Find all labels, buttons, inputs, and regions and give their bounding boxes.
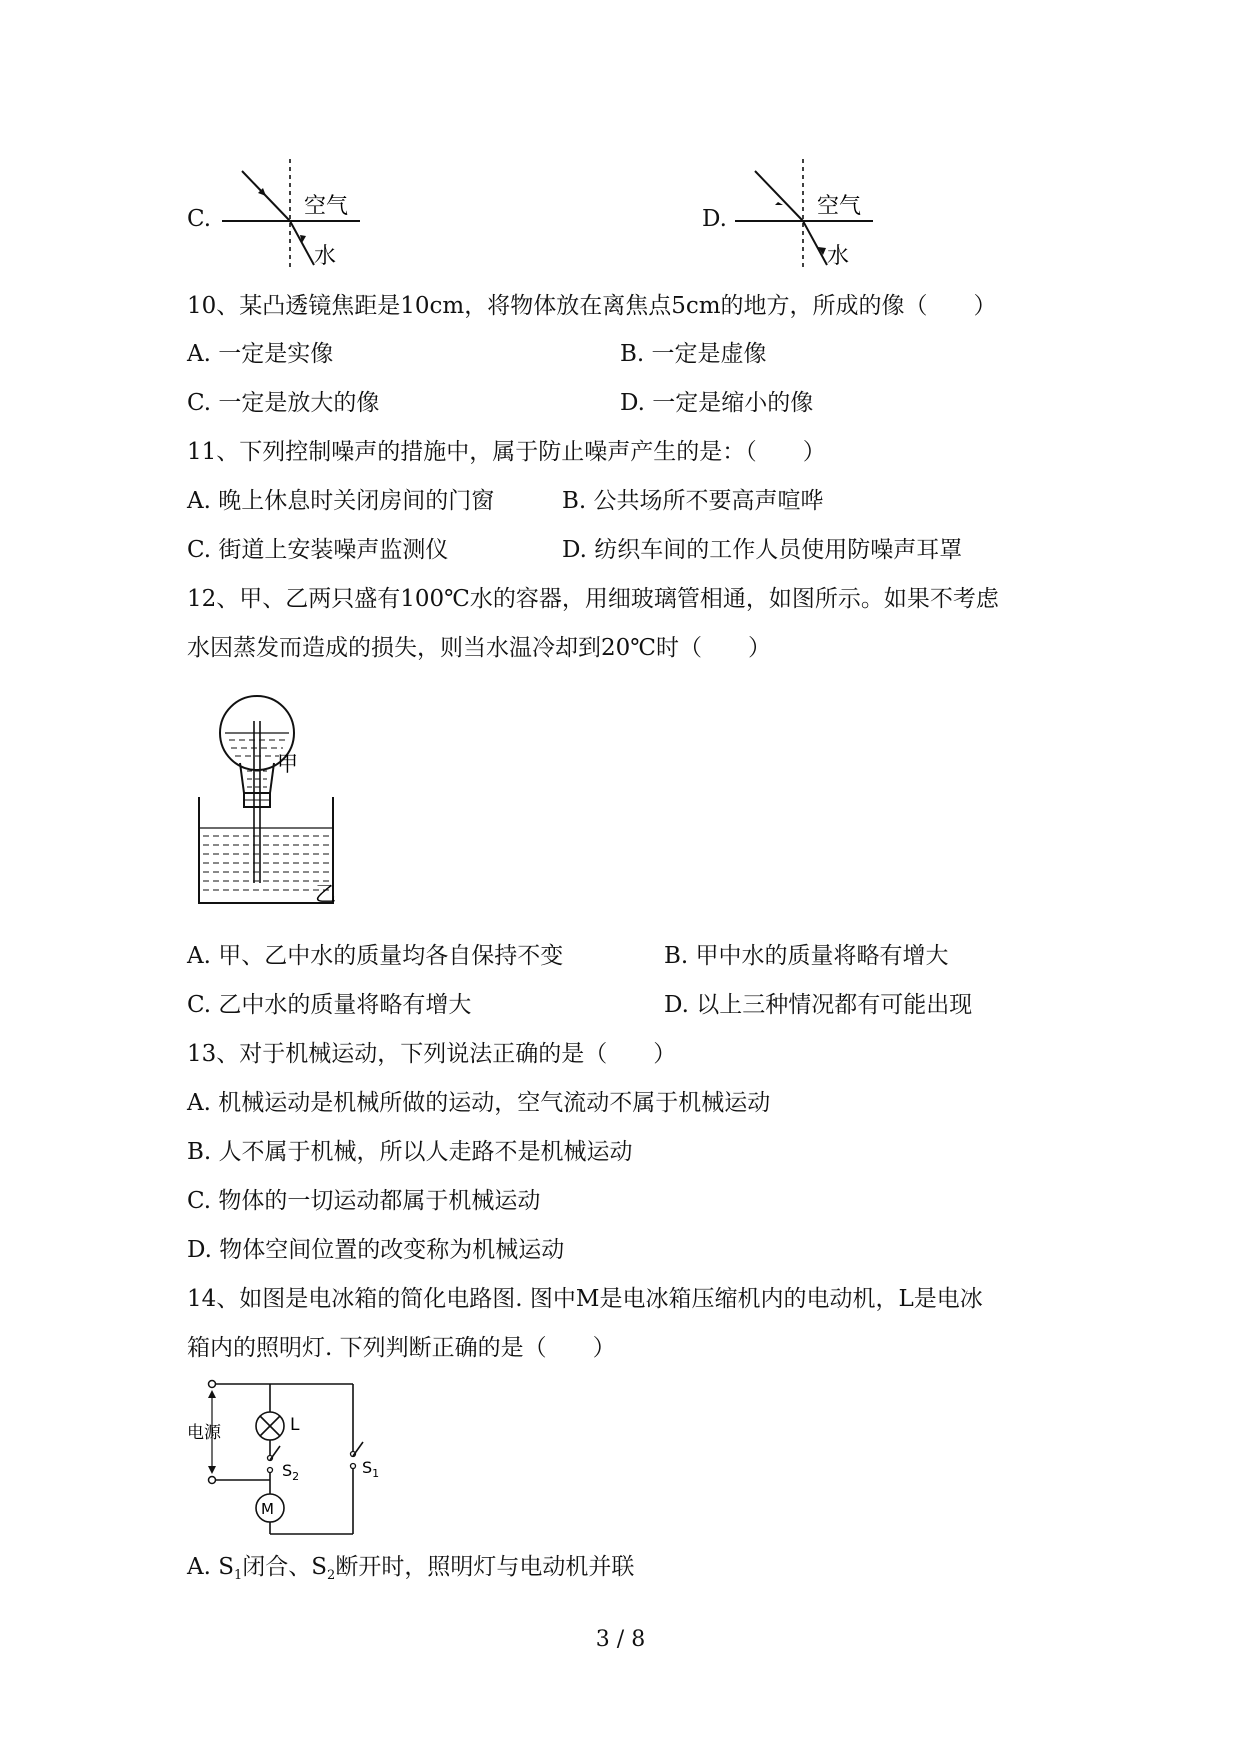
q9-option-d-label: D. (702, 206, 727, 232)
q14-stem-line1: 14、如图是电冰箱的简化电路图. 图中M是电冰箱压缩机内的电动机，L是电冰 (187, 1286, 983, 1312)
q14-stem-line2: 箱内的照明灯. 下列判断正确的是（ ） (187, 1335, 616, 1361)
q14-label-s1: $S_1$ (362, 1458, 380, 1480)
q9-option-d-diagram (735, 155, 875, 275)
q9-c-air-label: 空气 (304, 194, 349, 219)
q11-option-c: C. 街道上安装噪声监测仪 (187, 537, 449, 563)
q10-option-c: C. 一定是放大的像 (187, 390, 380, 416)
q9-d-water-label: 水 (827, 244, 850, 269)
q12-option-d: D. 以上三种情况都有可能出现 (664, 992, 973, 1018)
q14-label-M: M (261, 1500, 274, 1518)
q13-stem: 13、对于机械运动，下列说法正确的是（ ） (187, 1041, 677, 1067)
q10-option-a: A. 一定是实像 (187, 341, 334, 367)
q12-label-jia: 甲 (277, 752, 298, 776)
q13-option-d: D. 物体空间位置的改变称为机械运动 (187, 1237, 565, 1263)
q13-option-c: C. 物体的一切运动都属于机械运动 (187, 1188, 541, 1214)
q12-container-diagram (195, 693, 345, 913)
q9-c-water-label: 水 (314, 244, 337, 269)
q12-option-c: C. 乙中水的质量将略有增大 (187, 992, 472, 1018)
q11-option-a: A. 晚上休息时关闭房间的门窗 (187, 488, 495, 514)
q9-d-air-label: 空气 (817, 194, 862, 219)
q14-label-source: 电源 (187, 1423, 221, 1443)
q11-stem: 11、下列控制噪声的措施中，属于防止噪声产生的是：（ ） (187, 439, 826, 465)
q13-option-b: B. 人不属于机械，所以人走路不是机械运动 (187, 1139, 633, 1165)
q12-option-b: B. 甲中水的质量将略有增大 (664, 943, 949, 969)
q14-label-L: L (290, 1415, 300, 1435)
q14-circuit-diagram (185, 1372, 385, 1542)
q12-stem-line2: 水因蒸发而造成的损失，则当水温冷却到20℃时（ ） (187, 635, 771, 661)
q12-label-yi: 乙 (315, 882, 336, 906)
q12-stem-line1: 12、甲、乙两只盛有100℃水的容器，用细玻璃管相通，如图所示。如果不考虑 (187, 586, 999, 612)
q12-option-a: A. 甲、乙中水的质量均各自保持不变 (187, 943, 564, 969)
q9-option-c-label: C. (187, 206, 212, 232)
q14-label-s2: $S_2$ (282, 1461, 300, 1483)
q11-option-d: D. 纺织车间的工作人员使用防噪声耳罩 (562, 537, 963, 563)
q10-stem: 10、某凸透镜焦距是10cm，将物体放在离焦点5cm的地方，所成的像（ ） (187, 293, 997, 319)
page-number: 3 / 8 (595, 1627, 646, 1652)
q13-option-a: A. 机械运动是机械所做的运动，空气流动不属于机械运动 (187, 1090, 771, 1116)
q11-option-b: B. 公共场所不要高声喧哗 (562, 488, 824, 514)
q10-option-b: B. 一定是虚像 (620, 341, 767, 367)
q10-option-d: D. 一定是缩小的像 (620, 390, 814, 416)
q14-option-a: A. $S_1$闭合、$S_2$断开时，照明灯与电动机并联 (187, 1554, 635, 1583)
q9-option-c-diagram (222, 155, 362, 275)
